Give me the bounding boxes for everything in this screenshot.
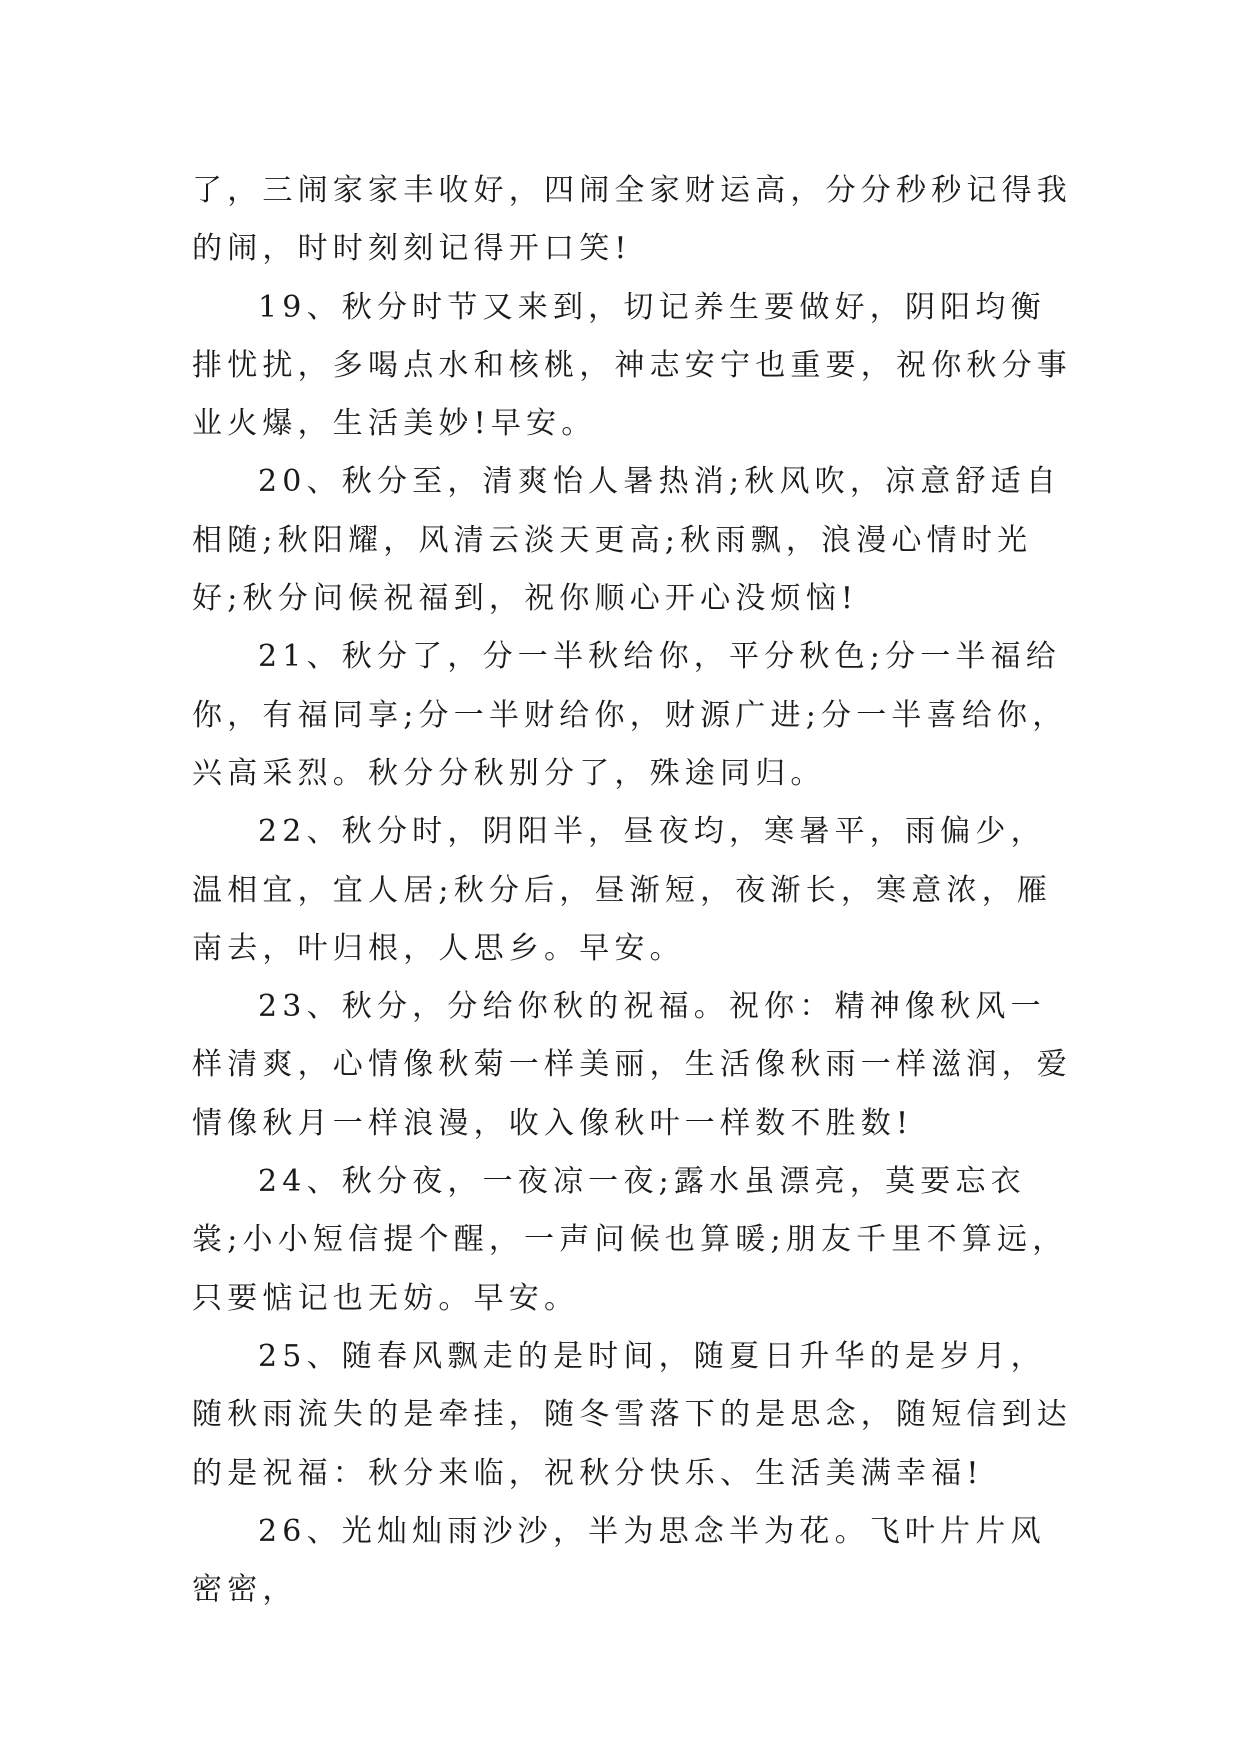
paragraph-26: 26、光灿灿雨沙沙，半为思念半为花。飞叶片片风密密， <box>192 1513 1046 1608</box>
paragraph-22: 22、秋分时，阴阳半，昼夜均，寒暑平，雨偏少，温相宜，宜人居;秋分后，昼渐短，夜渐长，寒意浓，雁南去，叶归根，人思乡。早安。 <box>192 814 1053 966</box>
paragraph-23: 23、秋分，分给你秋的祝福。祝你：精神像秋风一样清爽，心情像秋菊一样美丽，生活像秋雨一样滋润，爱情像秋月一样浪漫，收入像秋叶一样数不胜数! <box>192 989 1072 1141</box>
paragraph-21: 21、秋分了，分一半秋给你，平分秋色;分一半福给你，有福同享;分一半财给你，财源广进;分一半喜给你，兴高采烈。秋分分秋别分了，殊途同归。 <box>192 639 1068 791</box>
paragraph-25: 25、随春风飘走的是时间，随夏日升华的是岁月，随秋雨流失的是牵挂，随冬雪落下的是思念，随短信到达的是祝福：秋分来临，祝秋分快乐、生活美满幸福! <box>192 1338 1072 1491</box>
paragraph-20: 20、秋分至，清爽怡人暑热消;秋风吹，凉意舒适自相随;秋阳耀，风清云淡天更高;秋雨飘，浪漫心情时光好;秋分问候祝福到，祝你顺心开心没烦恼! <box>192 464 1062 617</box>
paragraph-24: 24、秋分夜，一夜凉一夜;露水虽漂亮，莫要忘衣裳;小小短信提个醒，一声问候也算暖;朋友千里不算远，只要惦记也无妨。早安。 <box>192 1164 1068 1316</box>
body-text <box>192 162 1072 1619</box>
paragraph-19: 19、秋分时节又来到，切记养生要做好，阴阳均衡排忧扰，多喝点水和核桃，神志安宁也重要，祝你秋分事业火爆，生活美妙!早安。 <box>192 289 1072 442</box>
paragraph-continued: 了，三闹家家丰收好，四闹全家财运高，分分秒秒记得我的闹，时时刻刻记得开口笑! <box>192 173 1072 267</box>
